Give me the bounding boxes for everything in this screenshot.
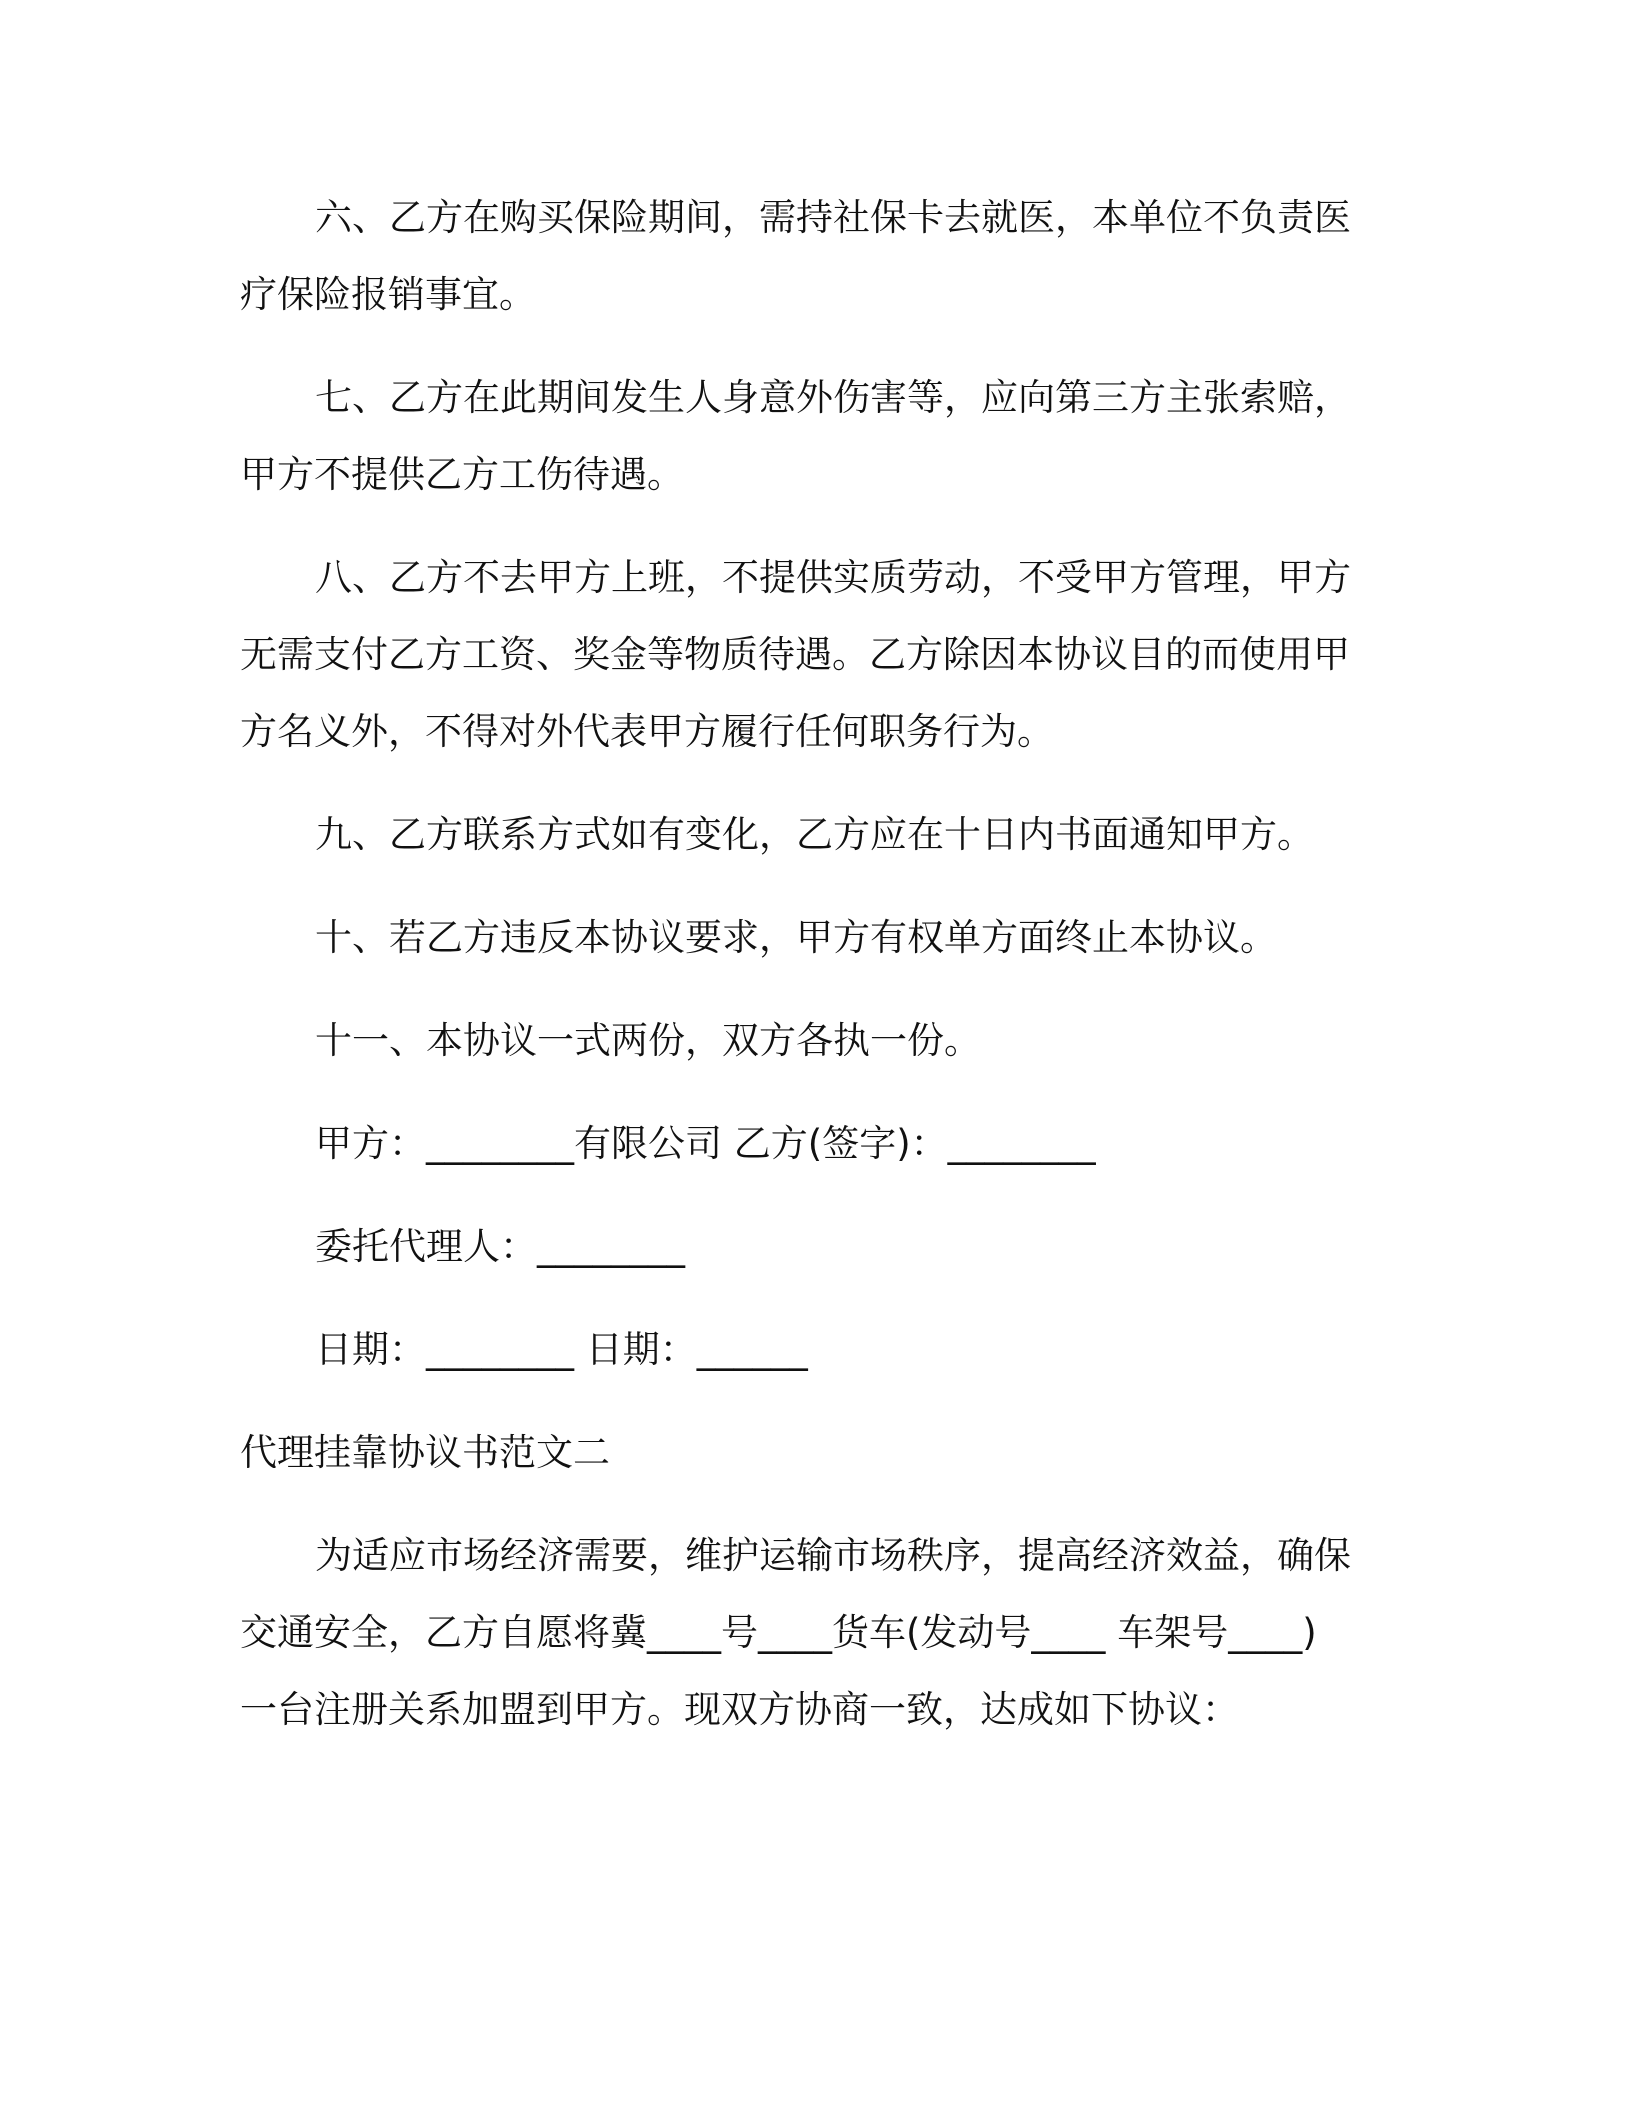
- clause-9-line-1: 九、乙方联系方式如有变化，乙方应在十日内书面通知甲方。: [315, 813, 1314, 856]
- clause-8-line-2: 无需支付乙方工资、奖金等物质待遇。乙方除因本协议目的而使用甲: [240, 633, 1350, 676]
- clause-7-line-1: 七、乙方在此期间发生人身意外伤害等，应向第三方主张索赔，: [315, 376, 1351, 419]
- agent-line: 委托代理人：________: [315, 1225, 685, 1268]
- intro-line-3: 一台注册关系加盟到甲方。现双方协商一致，达成如下协议：: [240, 1688, 1239, 1731]
- clause-8-line-1: 八、乙方不去甲方上班，不提供实质劳动，不受甲方管理，甲方: [315, 556, 1351, 599]
- clause-7-line-2: 甲方不提供乙方工伤待遇。: [240, 453, 684, 496]
- intro-line-2: 交通安全，乙方自愿将冀____号____货车(发动号____ 车架号____): [240, 1611, 1317, 1654]
- signature-parties-line: 甲方：________有限公司 乙方(签字)：________: [315, 1122, 1096, 1165]
- clause-6-line-2: 疗保险报销事宜。: [240, 273, 536, 316]
- clause-10-line-1: 十、若乙方违反本协议要求，甲方有权单方面终止本协议。: [315, 916, 1277, 959]
- clause-8-line-3: 方名义外，不得对外代表甲方履行任何职务行为。: [240, 710, 1054, 753]
- clause-6-line-1: 六、乙方在购买保险期间，需持社保卡去就医，本单位不负责医: [315, 196, 1351, 239]
- date-line: 日期：________ 日期：______: [315, 1328, 808, 1371]
- clause-11-line-1: 十一、本协议一式两份，双方各执一份。: [315, 1019, 981, 1062]
- section-heading: 代理挂靠协议书范文二: [240, 1431, 610, 1474]
- intro-line-1: 为适应市场经济需要，维护运输市场秩序，提高经济效益，确保: [315, 1534, 1351, 1577]
